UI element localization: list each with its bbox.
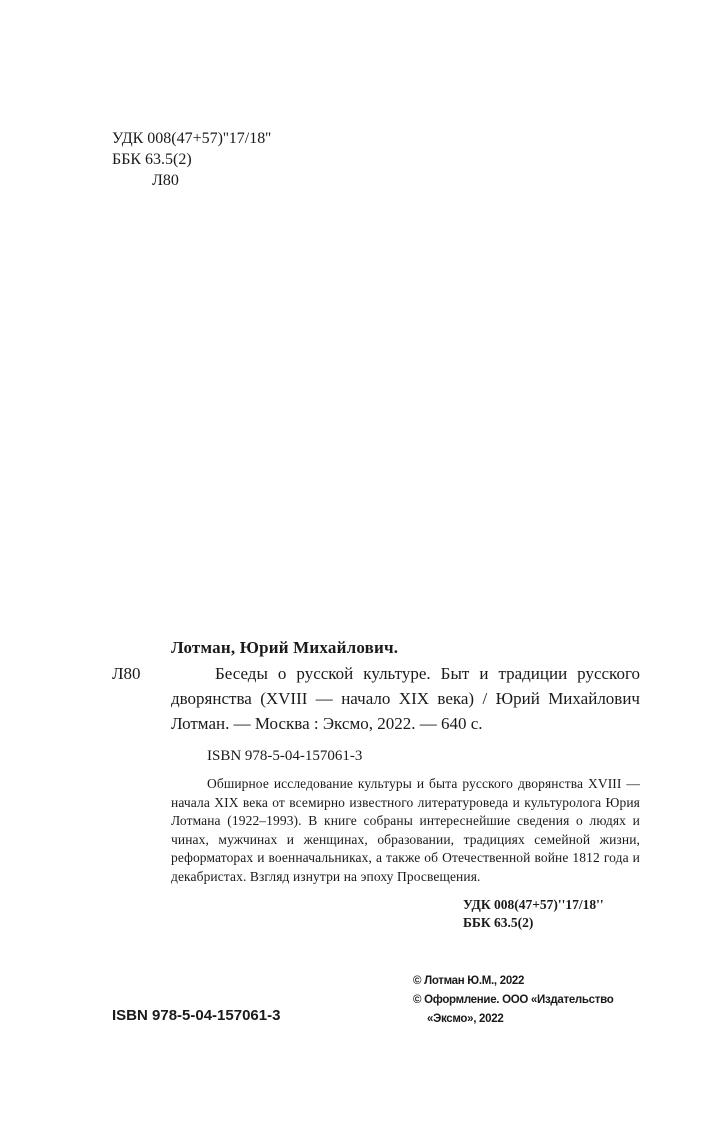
udk-code: УДК 008(47+57)''17/18''	[112, 130, 271, 147]
copyright-line-design: © Оформление. ООО «Издательство	[413, 994, 614, 1006]
author-heading: Лотман, Юрий Михайлович.	[171, 638, 399, 657]
author-mark-left: Л80	[112, 664, 141, 683]
classification-codes-right	[463, 896, 640, 932]
isbn-entry: ISBN 978-5-04-157061-3	[207, 748, 363, 764]
bbk-code: ББК 63.5(2)	[112, 151, 192, 168]
isbn-bottom: ISBN 978-5-04-157061-3	[112, 1007, 281, 1024]
copyright-line-publisher: «Эксмо», 2022	[427, 1013, 504, 1025]
classification-codes-top	[112, 128, 271, 191]
book-annotation: Обширное исследование культуры и быта русского дворянства XVIII — начала XIX века от всемирно известного литературоведа и культуролога Юрия Лотмана (1922–1993). В книге собраны интереснейшие сведения о людях и чинах, мужчинах и женщинах, образовании, традициях семейной жизни, реформаторах и военначальниках, а также об Отечественной войне 1812 года и декабристах. Взгляд изнутри на эпоху Просвещения.	[171, 776, 640, 884]
copyright-line-author: © Лотман Ю.М., 2022	[413, 975, 525, 987]
author-mark: Л80	[152, 172, 179, 189]
copyright-block	[413, 972, 653, 1029]
bibliographic-entry	[112, 661, 640, 736]
udk-code-right: УДК 008(47+57)''17/18''	[463, 897, 604, 912]
book-description: Беседы о русской культуре. Быт и традиции русского дворянства (XVIII — начало XIX века) / Юрий Михайлович Лотман. — Москва : Эксмо, 2022. — 640 с.	[171, 664, 640, 733]
bbk-code-right: ББК 63.5(2)	[463, 915, 534, 930]
bibliographic-record	[112, 637, 640, 932]
